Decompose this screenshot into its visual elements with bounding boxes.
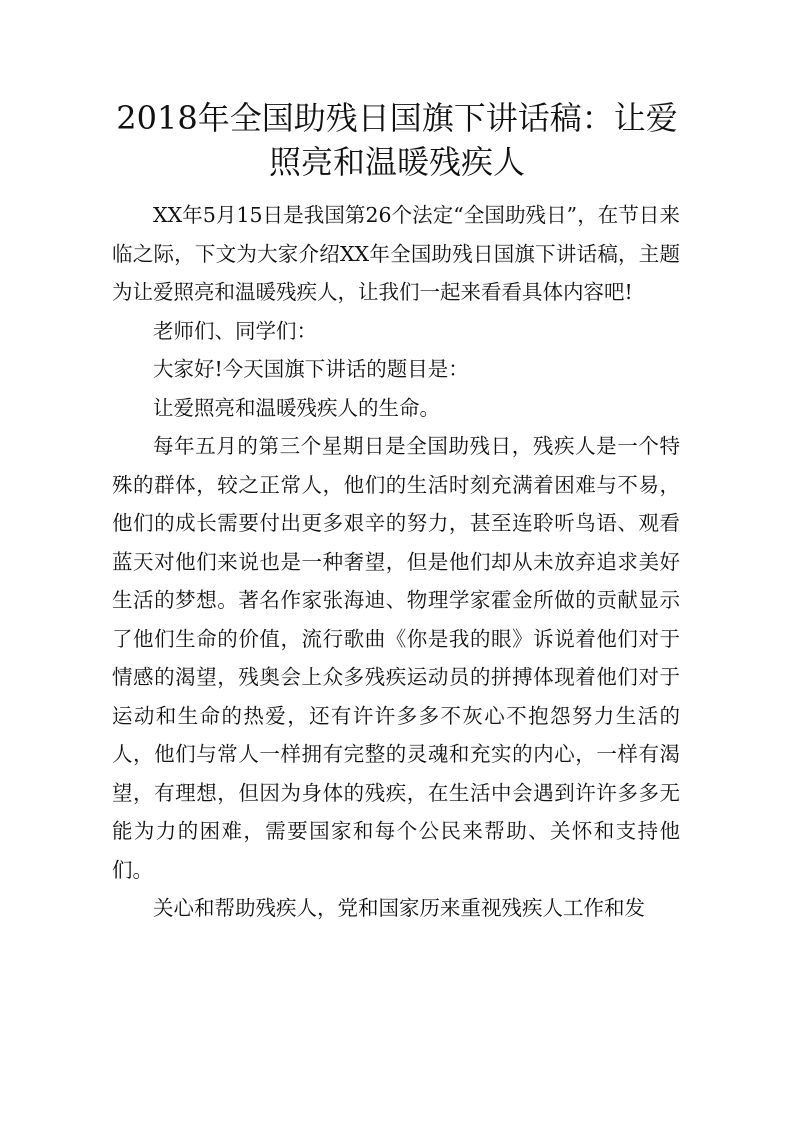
document-title: 2018年全国助残日国旗下讲话稿：让爱照亮和温暖残疾人 (116, 99, 678, 181)
paragraph-intro: XX年5月15日是我国第26个法定“全国助残日”，在节日来临之际，下文为大家介绍XX年全国助残日国旗下讲话稿，主题为让爱照亮和温暖残疾人，让我们一起来看看具体内容吧! (112, 203, 680, 304)
paragraph-greeting: 大家好!今天国旗下讲话的题目是： (153, 357, 469, 381)
document-body (112, 196, 680, 928)
paragraph-topic: 让爱照亮和温暖残疾人的生命。 (153, 395, 440, 420)
paragraph-continuation: 关心和帮助残疾人，党和国家历来重视残疾人工作和发 (153, 896, 645, 920)
paragraph-salutation: 老师们、同学们： (153, 318, 317, 343)
paragraph-main: 每年五月的第三个星期日是全国助残日，残疾人是一个特殊的群体，较之正常人，他们的生活时刻充满着困难与不易，他们的成长需要付出更多艰辛的努力，甚至连聆听鸟语、观看蓝天对他们来说也是一种奢望，但是他们却从未放弃追求美好生活的梦想。著名作家张海迪、物理学家霍金所做的贡献显示了他们生命的价值，流行歌曲《你是我的眼》诉说着他们对于情感的渴望，残奥会上众多残疾运动员的拼搏体现着他们对于运动和生命的热爱，还有许许多多不灰心不抱怨努力生活的人，他们与常人一样拥有完整的灵魂和充实的内心，一样有渴望，有理想，但因为身体的残疾，在生活中会遇到许许多多无能为力的困难，需要国家和每个公民来帮助、关怀和支持他们。 (112, 434, 680, 882)
